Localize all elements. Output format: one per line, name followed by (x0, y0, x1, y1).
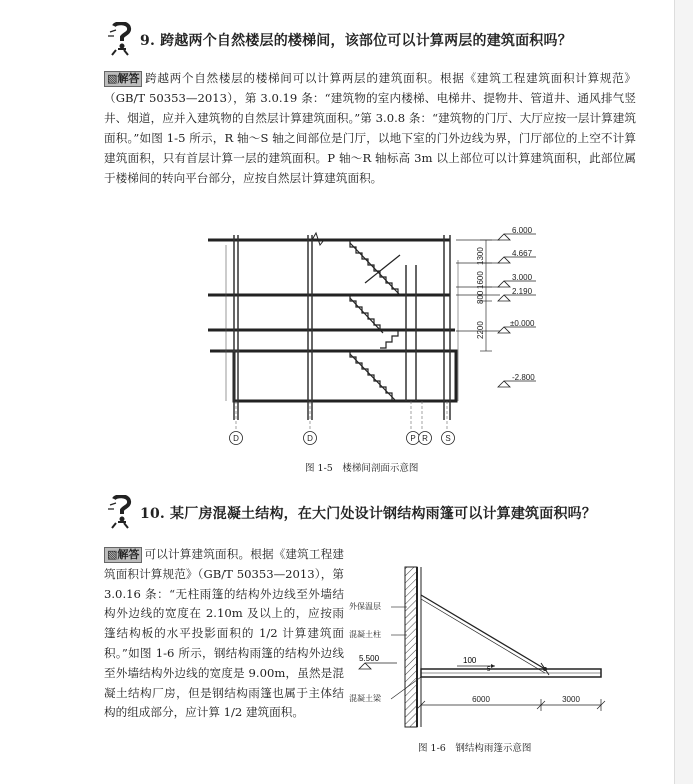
question-number: 9. (140, 33, 156, 49)
elevation-5500: 5.500 (359, 654, 380, 663)
question-9-heading (140, 30, 572, 50)
axis-label-d: D (233, 434, 239, 443)
dim-6000: 6000 (472, 695, 490, 704)
label-insulation: 外保温层 (349, 602, 381, 611)
answer-text: 跨越两个自然楼层的楼梯间可以计算两层的建筑面积。根据《建筑工程建筑面积计算规范》（GB/T 50353—2013），第 3.0.19 条：“建筑物的室内楼梯、电梯井、提物井、管道井、通风排气竖井、烟道，应并入建筑物的自然层计算建筑面积。”第 3.0.8 条：“建筑物的门厅、大厅应按一层计算建筑面积。”如图 1-5 所示，R 轴～S 轴之间部位是门厅，以地下室的门外边线为界，门厅部位的上空不计算建筑面积，只有首层计算一层的建筑面积。P 轴～R 轴标高 3m 以上部位可以计算建筑面积，此部位属于楼梯间的转向平台部分，应按自然层计算建筑面积。 (104, 71, 636, 185)
elevation-label: -2.800 (512, 373, 535, 382)
dim-1600: 1600 (476, 271, 485, 289)
axis-label-r: R (422, 434, 428, 443)
dim-3000: 3000 (562, 695, 580, 704)
question-person-icon (104, 22, 138, 56)
axis-label-d: D (307, 434, 313, 443)
dim-2200: 2200 (476, 321, 485, 339)
question-10-heading (140, 503, 596, 523)
question-person-icon (104, 495, 138, 529)
stair-section-figure (200, 225, 560, 450)
question-title: 跨越两个自然楼层的楼梯间，该部位可以计算两层的建筑面积吗？ (160, 33, 572, 49)
question-number: 10. (140, 506, 165, 522)
question-title: 某厂房混凝土结构，在大门处设计钢结构雨篷可以计算建筑面积吗？ (170, 506, 597, 522)
answer-text: 可以计算建筑面积。根据《建筑工程建筑面积计算规范》（GB/T 50353—2013），第 3.0.16 条：“无柱雨篷的结构外边线至外墙结构外边线的宽度在 2.10m 及以上的，应按雨篷结构板的水平投影面积的 1/2 计算建筑面积。”如图 1-6 所示，钢结构雨篷的结构外边线至外墙结构外边线的宽度是 9.00m，虽然是混凝土结构厂房，但是钢结构雨篷也属于主体结构的组成部分，应计算 1/2 建筑面积。 (104, 547, 344, 720)
dim-800: 800 (476, 290, 485, 304)
answer-10 (104, 545, 344, 723)
canopy-figure (345, 565, 615, 735)
figure-1-6-caption: 图 1-6 钢结构雨篷示意图 (418, 743, 532, 754)
elevation-label: 4.667 (512, 249, 533, 258)
elevation-label: 6.000 (512, 226, 533, 235)
label-concrete-column: 混凝土柱 (349, 630, 381, 639)
answer-badge: ▧解答 (104, 547, 142, 563)
elevation-label: 2.190 (512, 287, 533, 296)
answer-badge: ▧解答 (104, 71, 142, 87)
elevation-label: 3.000 (512, 273, 533, 282)
label-concrete-beam: 混凝土梁 (349, 694, 381, 703)
slope-value: 100 (463, 656, 477, 665)
elevation-label: ±0.000 (510, 319, 535, 328)
answer-9 (104, 68, 636, 188)
right-margin (674, 0, 693, 784)
figure-1-5-caption: 图 1-5 楼梯间剖面示意图 (305, 463, 419, 474)
axis-label-s: S (445, 434, 451, 443)
slope-small: 5 (487, 667, 491, 673)
axis-label-p: P (410, 434, 416, 443)
dim-1300: 1300 (476, 247, 485, 265)
